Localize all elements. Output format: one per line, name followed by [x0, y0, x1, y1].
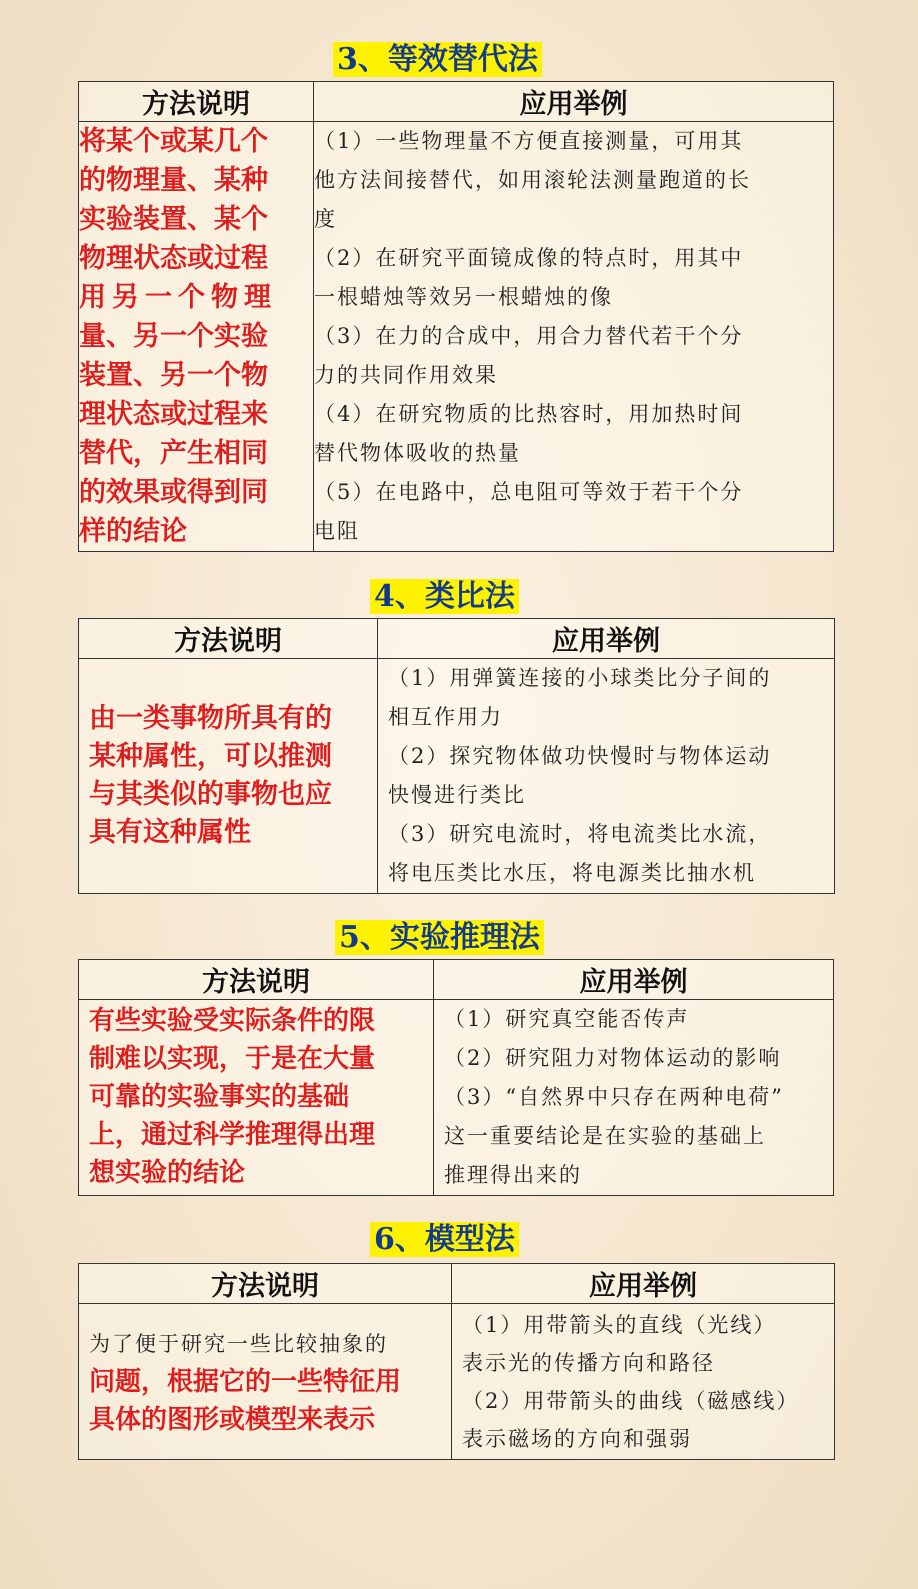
method-description: 由一类事物所具有的 某种属性，可以推测 与其类似的事物也应 具有这种属性: [79, 659, 378, 894]
method-table: [78, 959, 834, 1196]
header-method-description: 方法说明: [79, 82, 314, 122]
method-description: 将某个或某几个 的物理量、某种 实验装置、某个 物理状态或过程 用另一个物理 量、另一个实验 装置、另一个物 理状态或过程来 替代，产生相同 的效果或得到同 样的结论: [79, 122, 314, 552]
application-examples: （1）研究真空能否传声 （2）研究阻力对物体运动的影响 （3）“自然界中只存在两种电荷” 这一重要结论是在实验的基础上 推理得出来的: [434, 1000, 834, 1196]
section-title: 6、模型法: [370, 1220, 519, 1260]
application-examples: （1）一些物理量不方便直接测量，可用其 他方法间接替代，如用滚轮法测量跑道的长 度 （2）在研究平面镜成像的特点时，用其中 一根蜡烛等效另一根蜡烛的像 （3）在力的合成中，用合力替代若干个分 力的共同作用效果 （4）在研究物质的比热容时，用加热时间 替代物体吸收的热量 （5）在电路中，总电阻可等效于若干个分 电阻: [314, 122, 834, 552]
method-table: [78, 1263, 835, 1460]
header-application-examples: 应用举例: [314, 82, 834, 122]
section-title: 5、实验推理法: [335, 918, 544, 958]
header-application-examples: 应用举例: [434, 960, 834, 1000]
header-application-examples: 应用举例: [452, 1264, 835, 1304]
section-title: 4、类比法: [370, 577, 519, 617]
method-table: [78, 618, 835, 894]
header-method-description: 方法说明: [79, 619, 378, 659]
header-application-examples: 应用举例: [378, 619, 835, 659]
header-method-description: 方法说明: [79, 1264, 452, 1304]
method-description: 为了便于研究一些比较抽象的 问题，根据它的一些特征用 具体的图形或模型来表示: [79, 1304, 452, 1460]
section-title: 3、等效替代法: [333, 40, 542, 80]
header-method-description: 方法说明: [79, 960, 434, 1000]
method-table: [78, 81, 834, 552]
application-examples: （1）用带箭头的直线（光线） 表示光的传播方向和路径 （2）用带箭头的曲线（磁感线） 表示磁场的方向和强弱: [452, 1304, 835, 1460]
method-description: 有些实验受实际条件的限 制难以实现，于是在大量 可靠的实验事实的基础 上，通过科学推理得出理 想实验的结论: [79, 1000, 434, 1196]
application-examples: （1）用弹簧连接的小球类比分子间的 相互作用力 （2）探究物体做功快慢时与物体运动 快慢进行类比 （3）研究电流时，将电流类比水流， 将电压类比水压，将电源类比抽水机: [378, 659, 835, 894]
